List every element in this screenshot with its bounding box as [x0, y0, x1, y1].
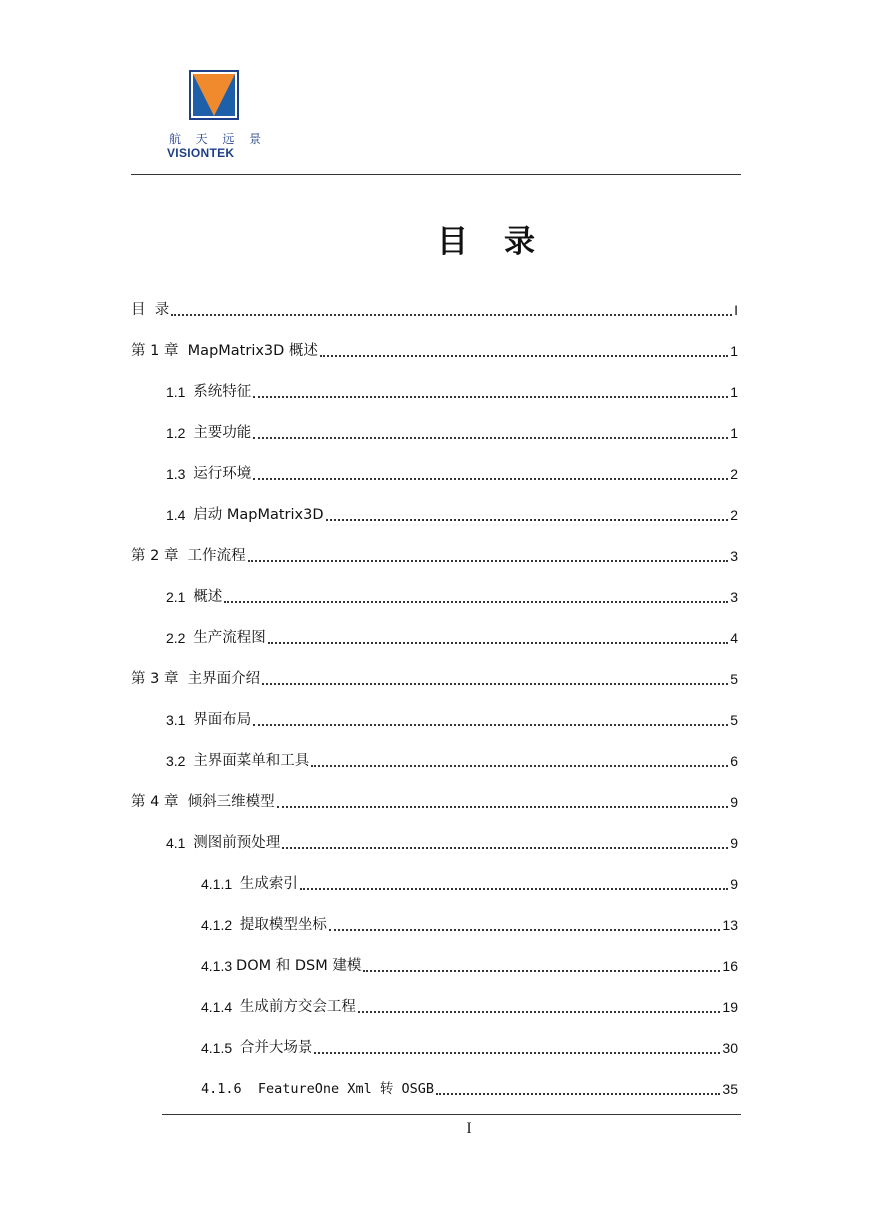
toc-entry-label: 提取模型坐标: [239, 917, 327, 933]
header-divider: [131, 174, 741, 175]
logo-chinese-name: [169, 130, 261, 147]
toc-entry-label: 主界面介绍: [187, 671, 261, 687]
toc-entry[interactable]: [131, 339, 738, 361]
toc-entry[interactable]: [201, 872, 738, 894]
toc-entry[interactable]: [131, 298, 738, 320]
logo-char: 远: [222, 132, 235, 146]
footer-page-number: I: [466, 1120, 472, 1137]
toc-entry-number: 3.2: [166, 753, 194, 769]
toc-entry-number: 1.4: [166, 507, 194, 523]
toc-entry-number: 1.1: [166, 384, 194, 400]
footer-divider: [162, 1114, 741, 1115]
toc-page-number: 9: [730, 835, 738, 851]
toc-dot-leader: [224, 601, 728, 603]
toc-dot-leader: [253, 478, 728, 480]
toc-entry[interactable]: [166, 585, 738, 607]
toc-entry-number: 4.1.4: [201, 999, 240, 1015]
toc-entry-label: FeatureOne Xml 转 OSGB: [257, 1081, 434, 1097]
toc-entry[interactable]: [166, 380, 738, 402]
toc-entry-number: 1.2: [166, 425, 194, 441]
toc-page-number: 13: [722, 917, 738, 933]
toc-entry[interactable]: [201, 995, 738, 1017]
logo-char: 航: [169, 132, 182, 146]
toc-entry-number: 3.1: [166, 712, 194, 728]
logo-char: 天: [195, 132, 208, 146]
toc-entry[interactable]: [201, 1077, 738, 1099]
visiontek-logo-mark: [189, 70, 239, 120]
toc-entry-number: 4.1: [166, 835, 194, 851]
toc-page-number: 1: [730, 384, 738, 400]
toc-dot-leader: [253, 437, 728, 439]
toc-dot-leader: [311, 765, 728, 767]
toc-entry[interactable]: [131, 667, 738, 689]
toc-entry[interactable]: [131, 544, 738, 566]
toc-page-number: 5: [730, 712, 738, 728]
toc-entry-label: 生成前方交会工程: [239, 999, 356, 1015]
toc-page-number: 19: [722, 999, 738, 1015]
toc-entry-number: 第 3 章: [131, 671, 188, 687]
toc-entry[interactable]: [166, 462, 738, 484]
toc-entry-number: 2.1: [166, 589, 194, 605]
toc-page-number: 6: [730, 753, 738, 769]
toc-entry-number: 1.3: [166, 466, 194, 482]
toc-entry[interactable]: [201, 913, 738, 935]
toc-entry[interactable]: [201, 954, 738, 976]
toc-page-number: 1: [730, 343, 738, 359]
toc-entry-label: 系统特征: [193, 384, 252, 400]
toc-dot-leader: [171, 314, 732, 316]
toc-page-number: 9: [730, 876, 738, 892]
toc-entry-label: 生产流程图: [193, 630, 266, 646]
toc-page-number: 5: [730, 671, 738, 687]
logo-char: 景: [248, 132, 261, 146]
toc-dot-leader: [248, 560, 729, 562]
toc-dot-leader: [253, 724, 728, 726]
toc-entry-number: 4.1.2: [201, 917, 240, 933]
toc-dot-leader: [268, 642, 728, 644]
toc-entry[interactable]: [166, 831, 738, 853]
toc-entry-number: 4.1.1: [201, 876, 240, 892]
toc-dot-leader: [277, 806, 729, 808]
toc-entry-label: 目 录: [131, 302, 170, 318]
toc-dot-leader: [326, 519, 729, 521]
toc-entry-label: 工作流程: [187, 548, 246, 564]
toc-entry-number: 第 2 章: [131, 548, 188, 564]
toc-entry[interactable]: [131, 790, 738, 812]
toc-dot-leader: [314, 1052, 720, 1054]
toc-dot-leader: [329, 929, 721, 931]
title-char: 录: [504, 224, 535, 260]
toc-entry-number: 4.1.6: [201, 1081, 258, 1097]
toc-dot-leader: [320, 355, 728, 357]
toc-entry-label: DOM 和 DSM 建模: [236, 958, 362, 974]
toc-dot-leader: [358, 1011, 721, 1013]
toc-entry-label: 运行环境: [193, 466, 252, 482]
toc-page-number: 3: [730, 589, 738, 605]
toc-entry-label: 启动 MapMatrix3D: [193, 507, 324, 523]
toc-entry-label: 概述: [193, 589, 223, 605]
toc-entry[interactable]: [166, 626, 738, 648]
toc-entry-number: 4.1.5: [201, 1040, 240, 1056]
toc-page-number: 16: [722, 958, 738, 974]
toc-entry-number: 第 4 章: [131, 794, 188, 810]
toc-page-number: I: [734, 302, 738, 318]
toc-entry[interactable]: [166, 421, 738, 443]
toc-dot-leader: [436, 1093, 720, 1095]
toc-page-number: 2: [730, 507, 738, 523]
toc-entry-label: 生成索引: [239, 876, 298, 892]
toc-entry-number: 第 1 章: [131, 343, 188, 359]
toc-entry[interactable]: [166, 749, 738, 771]
logo-english-name: VISIONTEK: [167, 146, 235, 160]
toc-page-number: 4: [730, 630, 738, 646]
toc-entry-number: 4.1.3: [201, 958, 237, 974]
toc-dot-leader: [253, 396, 728, 398]
toc-entry[interactable]: [166, 503, 738, 525]
page-title: [437, 216, 535, 261]
toc-entry-label: 界面布局: [193, 712, 252, 728]
toc-page-number: 1: [730, 425, 738, 441]
toc-page-number: 2: [730, 466, 738, 482]
toc-dot-leader: [300, 888, 728, 890]
toc-entry[interactable]: [166, 708, 738, 730]
toc-entry-label: MapMatrix3D 概述: [187, 343, 318, 359]
toc-page-number: 3: [730, 548, 738, 564]
toc-entry-label: 主要功能: [193, 425, 252, 441]
toc-entry-label: 测图前预处理: [193, 835, 281, 851]
toc-dot-leader: [363, 970, 720, 972]
toc-entry[interactable]: [201, 1036, 738, 1058]
toc-dot-leader: [282, 847, 728, 849]
toc-entry-number: 2.2: [166, 630, 194, 646]
title-char: 目: [437, 224, 468, 260]
toc-entry-label: 合并大场景: [239, 1040, 313, 1056]
toc-page-number: 9: [730, 794, 738, 810]
toc-dot-leader: [262, 683, 728, 685]
toc-page-number: 35: [722, 1081, 738, 1097]
toc-page-number: 30: [722, 1040, 738, 1056]
toc-entry-label: 倾斜三维模型: [187, 794, 275, 810]
toc-entry-label: 主界面菜单和工具: [193, 753, 310, 769]
